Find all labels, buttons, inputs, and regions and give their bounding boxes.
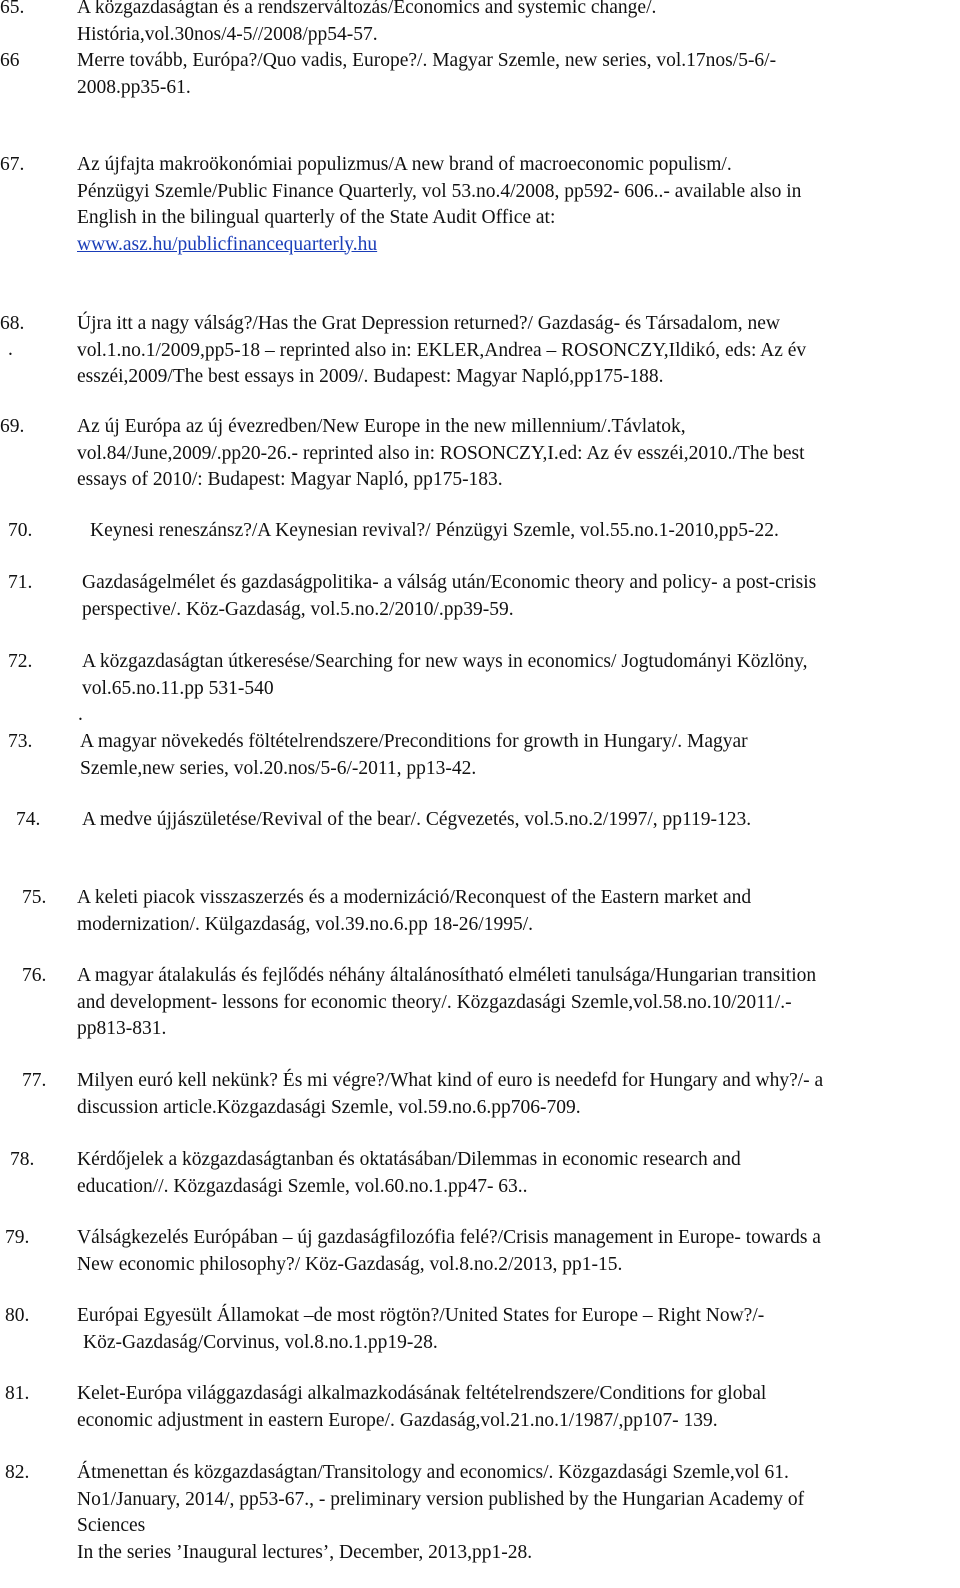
entry-number: 71. <box>8 572 33 593</box>
entry-line: A keleti piacok visszaszerzés és a modernizáció/Reconquest of the Eastern market and <box>77 887 752 908</box>
entry-number: 79. <box>5 1227 30 1248</box>
entry-line: economic adjustment in eastern Europe/. Gazdaság,vol.21.no.1/1987/,pp107- 139. <box>77 1409 718 1431</box>
entry-line: Merre tovább, Európa?/Quo vadis, Europe?/. Magyar Szemle, new series, vol.17nos/5-6/- <box>77 50 777 71</box>
entry-line: In the series ’Inaugural lectures’, December, 2013,pp1-28. <box>77 1541 533 1563</box>
entry-number: 69. <box>0 416 25 437</box>
entry-number: 77. <box>22 1070 47 1091</box>
entry-line: Keynesi reneszánsz?/A Keynesian revival?/ Pénzügyi Szemle, vol.55.no.1-2010,pp5-22. <box>90 520 779 541</box>
entry-line: Sciences <box>77 1515 146 1536</box>
entry-line: Újra itt a nagy válság?/Has the Grat Depression returned?/ Gazdaság- és Társadalom, new <box>77 313 780 334</box>
entry-line: A medve újjászületése/Revival of the bear/. Cégvezetés, vol.5.no.2/1997/, pp119-123. <box>82 809 752 830</box>
entry-line: pp813-831. <box>77 1018 167 1039</box>
entry-number: 80. <box>5 1305 30 1326</box>
entry-line: Átmenettan és közgazdaságtan/Transitology and economics/. Közgazdasági Szemle,vol 61. <box>77 1462 789 1483</box>
entry-line: essays of 2010/: Budapest: Magyar Napló, pp175-183. <box>77 469 503 490</box>
entry-number: 65. <box>0 0 25 18</box>
entry-line: Szemle,new series, vol.20.nos/5-6/-2011, pp13-42. <box>80 757 477 779</box>
entry-number: 68. <box>0 313 25 334</box>
entry-line: English in the bilingual quarterly of the State Audit Office at: <box>77 207 556 228</box>
entry-line: Európai Egyesült Államokat –de most rögtön?/United States for Europe – Right Now?/- <box>77 1305 765 1326</box>
entry-line: A magyar növekedés föltételrendszere/Preconditions for growth in Hungary/. Magyar <box>80 731 748 752</box>
entry-number: 72. <box>8 651 33 672</box>
entry-line: Milyen euró kell nekünk? És mi végre?/What kind of euro is needefd for Hungary and why?/- a <box>77 1070 824 1091</box>
entry-line: Köz-Gazdaság/Corvinus, vol.8.no.1.pp19-28. <box>83 1331 438 1353</box>
entry-stray-dot: . <box>8 339 13 360</box>
entry-number: 70. <box>8 520 33 541</box>
entry-number: 75. <box>22 887 47 908</box>
entry-line: . <box>78 704 83 725</box>
entry-line: modernization/. Külgazdaság, vol.39.no.6.pp 18-26/1995/. <box>77 913 534 935</box>
entry-line: A közgazdaságtan és a rendszerváltozás/Economics and systemic change/. <box>77 0 657 18</box>
entry-line: Válságkezelés Európában – új gazdaságfilozófia felé?/Crisis management in Europe- towards a <box>77 1227 821 1248</box>
entry-line: perspective/. Köz-Gazdaság, vol.5.no.2/2010/.pp39-59. <box>82 598 514 620</box>
entry-line: discussion article.Közgazdasági Szemle, vol.59.no.6.pp706-709. <box>77 1096 581 1118</box>
entry-line: vol.84/June,2009/.pp20-26.- reprinted also in: ROSONCZY,I.ed: Az év esszéi,2010./The best <box>77 442 805 464</box>
entry-line: vol.65.no.11.pp 531-540 <box>82 677 274 699</box>
entry-number: 76. <box>22 965 47 986</box>
entry-line: 2008.pp35-61. <box>77 76 191 98</box>
entry-line: A közgazdaságtan útkeresése/Searching for new ways in economics/ Jogtudományi Közlöny, <box>82 651 808 672</box>
entry-line: New economic philosophy?/ Köz-Gazdaság, vol.8.no.2/2013, pp1-15. <box>77 1253 623 1275</box>
entry-number: 78. <box>10 1149 35 1170</box>
entry-line: Kelet-Európa világgazdasági alkalmazkodásának feltételrendszere/Conditions for global <box>77 1383 767 1404</box>
entry-number: 82. <box>5 1462 30 1483</box>
entry-number: 73. <box>8 731 33 752</box>
entry-line: História,vol.30nos/4-5//2008/pp54-57. <box>77 23 378 45</box>
entry-line: esszéi,2009/The best essays in 2009/. Budapest: Magyar Napló,pp175-188. <box>77 366 664 387</box>
entry-line: Az új Európa az új évezredben/New Europe in the new millennium/.Távlatok, <box>77 416 686 437</box>
entry-line: Gazdaságelmélet és gazdaságpolitika- a válság után/Economic theory and policy- a post-crisis <box>82 572 817 593</box>
entry-line: and development- lessons for economic theory/. Közgazdasági Szemle,vol.58.no.10/2011/.- <box>77 991 792 1013</box>
entry-line: Pénzügyi Szemle/Public Finance Quarterly, vol 53.no.4/2008, pp592- 606..- available also in <box>77 180 802 202</box>
entry-line: education//. Közgazdasági Szemle, vol.60.no.1.pp47- 63.. <box>77 1175 528 1197</box>
entry-number: 66 <box>0 50 20 71</box>
entry-line: Az újfajta makroökonómiai populizmus/A new brand of macroeconomic populism/. <box>77 154 732 175</box>
entry-line: No1/January, 2014/, pp53-67., - preliminary version published by the Hungarian Academy of <box>77 1488 805 1510</box>
entry-line: vol.1.no.1/2009,pp5-18 – reprinted also in: EKLER,Andrea – ROSONCZY,Ildikó, eds: Az év <box>77 339 807 361</box>
entry-number: 74. <box>16 809 41 830</box>
entry-number: 67. <box>0 154 25 175</box>
entry-number: 81. <box>5 1383 30 1404</box>
entry-line: A magyar átalakulás és fejlődés néhány általánosítható elméleti tanulsága/Hungarian transition <box>77 965 817 986</box>
entry-line: Kérdőjelek a közgazdaságtanban és oktatásában/Dilemmas in economic research and <box>77 1149 741 1170</box>
public-finance-quarterly-link[interactable]: www.asz.hu/publicfinancequarterly.hu <box>77 233 378 255</box>
